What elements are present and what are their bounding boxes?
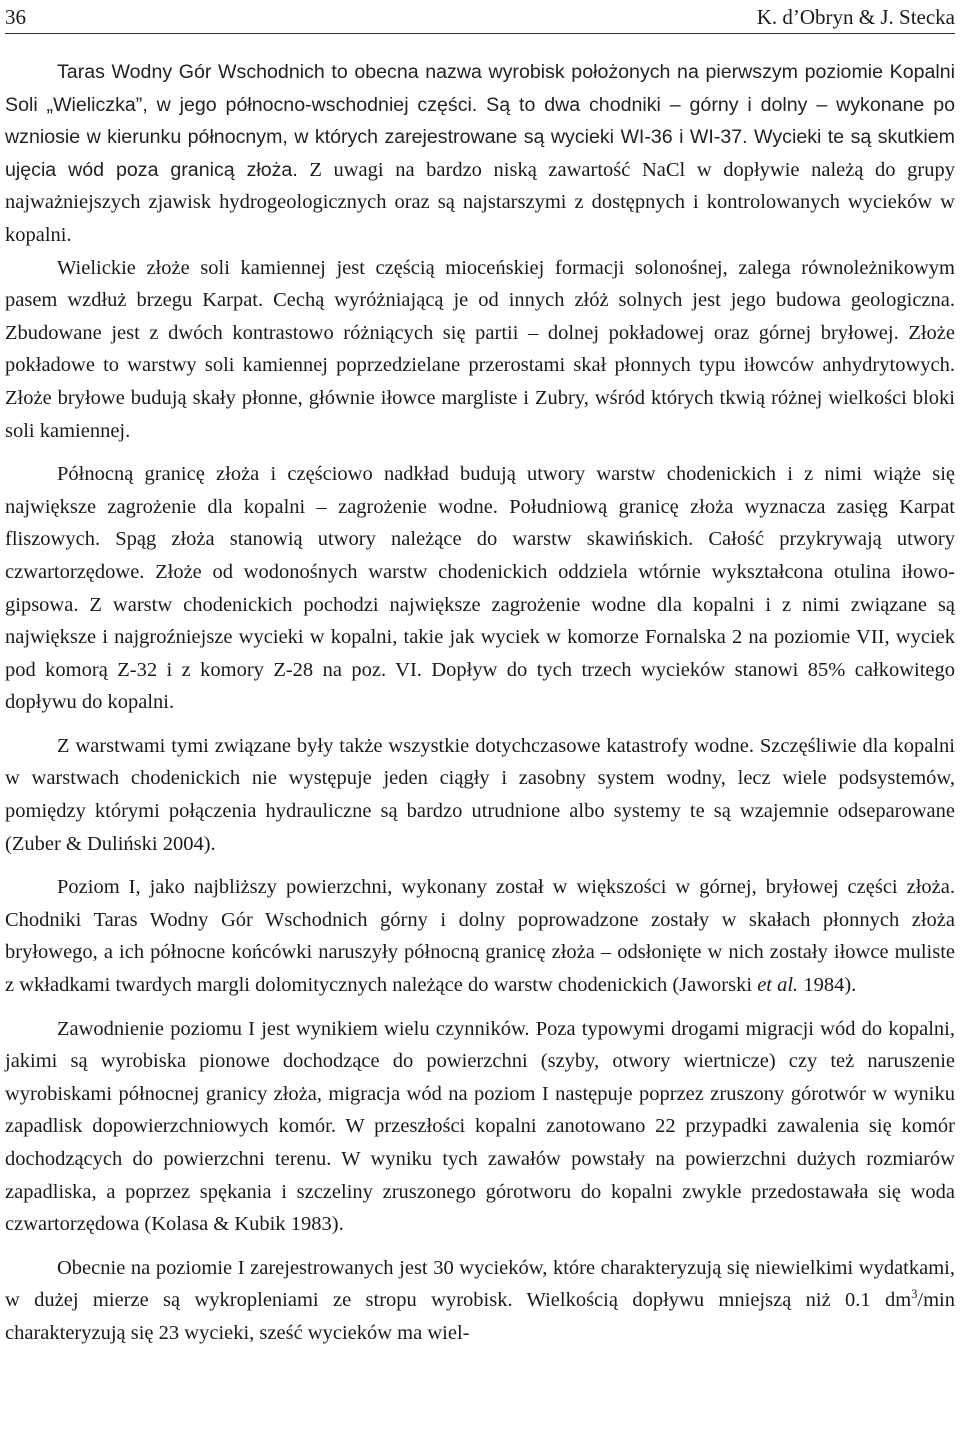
paragraph-1-serif-part: Z uwagi na bardzo niską zawartość NaCl w dopływie należą do grupy najważniejszych zjawisk hydrogeologicznych oraz są najstarszymi z dostępnych i kontrolowanych wycieków w kopalni.	[5, 158, 955, 246]
page-header	[5, 0, 955, 30]
paragraph-4: Z warstwami tymi związane były także wszystkie dotychczasowe katastrofy wodne. Szczęśliwie dla kopalni w warstwach chodenickich nie występuje jeden ciągły i zasobny system wodny, lecz wiele podsystemów, pomiędzy którymi połączenia hydrauliczne są bardzo utrudnione albo systemy te są wzajemnie odseparowane (Zuber & Duliński 2004).	[5, 734, 955, 855]
paragraph-5-text-a: Poziom I, jako najbliższy powierzchni, wykonany został w większości w górnej, bryłowej części złoża. Chodniki Taras Wodny Gór Wschodnich górny i dolny poprowadzone zostały w skałach płonnych złoża bryłowego, a ich północne końcówki naruszyły północną granicę złoża – odsłonięte w nich zostały iłowce muliste z wkładkami twardych margli dolomitycznych należące do warstw chodenickich (Jaworski	[5, 876, 955, 997]
paragraph-5	[5, 871, 955, 1001]
paragraph-6: Zawodnienie poziomu I jest wynikiem wielu czynników. Poza typowymi drogami migracji wód do kopalni, jakimi są wyrobiska pionowe dochodzące do powierzchni (szyby, otwory wiertnicze) czy też naruszenie wyrobiskami północnej granicy złoża, migracja wód na poziom I następuje poprzez zruszony górotwór w wyniku zapadlisk dopowierzchniowych komór. W przeszłości kopalni zanotowano 22 przypadki zawalenia się komór dochodzących do powierzchni terenu. W wyniku tych zawałów powstały na powierzchni dużych rozmiarów zapadliska, a poprzez spękania i szczeliny zruszonego górotworu do kopalni zwykle przedostawała się woda czwartorzędowa (Kolasa & Kubik 1983).	[5, 1017, 955, 1236]
paragraph-1-sans-part: Taras Wodny Gór Wschodnich to obecna nazwa wyrobisk położonych na pierwszym poziomie Kopalni Soli „Wieliczka”, w jego północno-wschodniej części. Są to dwa chodniki – górny i dolny – wykonane po wzniosie w kierunku północnym, w których zarejestrowane są wycieki WI-36 i WI-37. Wycieki te są skutkiem ujęcia wód poza granicą złoża.	[5, 61, 955, 181]
body-text	[5, 56, 955, 1361]
paragraph-5-et-al: et al.	[757, 974, 799, 997]
paragraph-7-text-a: Obecnie na poziomie I zarejestrowanych jest 30 wycieków, które charakteryzują się niewielkimi wydatkami, w dużej mierze są wykropleniami ze stropu wyrobisk. Wielkością dopływu mniejszą niż 0.1 dm	[5, 1256, 955, 1312]
paragraph-7-superscript: 3	[911, 1287, 918, 1302]
paragraph-1	[5, 56, 955, 252]
page-number: 36	[5, 5, 26, 29]
paragraph-7	[5, 1252, 955, 1350]
paragraph-5-text-b: 1984).	[798, 974, 857, 997]
header-rule	[5, 33, 955, 34]
running-head-authors: K. d’Obryn & J. Stecka	[756, 5, 955, 29]
paragraph-2: Wielickie złoże soli kamiennej jest częścią mioceńskiej formacji solonośnej, zalega równoleżnikowym pasem wzdłuż brzegu Karpat. Cechą wyróżniającą je od innych złóż solnych jest jego budowa geologiczna. Zbudowane jest z dwóch kontrastowo różniących się partii – dolnej pokładowej oraz górnej bryłowej. Złoże pokładowe to warstwy soli kamiennej poprzedzielane przerostami skał płonnych typu iłowców anhydrytowych. Złoże bryłowe budują skały płonne, głównie iłowce margliste i Zubry, wśród których tkwią różnej wielkości bloki soli kamiennej.	[5, 256, 955, 442]
paragraph-7-text-b: /min charakteryzują się 23 wycieki, sześć wycieków ma wiel-	[5, 1289, 955, 1344]
paragraph-3: Północną granicę złoża i częściowo nadkład budują utwory warstw chodenickich i z nimi wiąże się największe zagrożenie dla kopalni – zagrożenie wodne. Południową granicę złoża wyznacza zasięg Karpat fliszowych. Spąg złoża stanowią utwory należące do warstw skawińskich. Całość przykrywają utwory czwartorzędowe. Złoże od wodonośnych warstw chodenickich oddziela wtórnie wykształcona otulina iłowo-gipsowa. Z warstw chodenickich pochodzi największe zagrożenie wodne dla kopalni i z nimi związane są największe i najgroźniejsze wycieki w kopalni, takie jak wyciek w komorze Fornalska 2 na poziomie VII, wyciek pod komorą Z-32 i z komory Z-28 na poz. VI. Dopływ do tych trzech wycieków stanowi 85% całkowitego dopływu do kopalni.	[5, 463, 955, 714]
